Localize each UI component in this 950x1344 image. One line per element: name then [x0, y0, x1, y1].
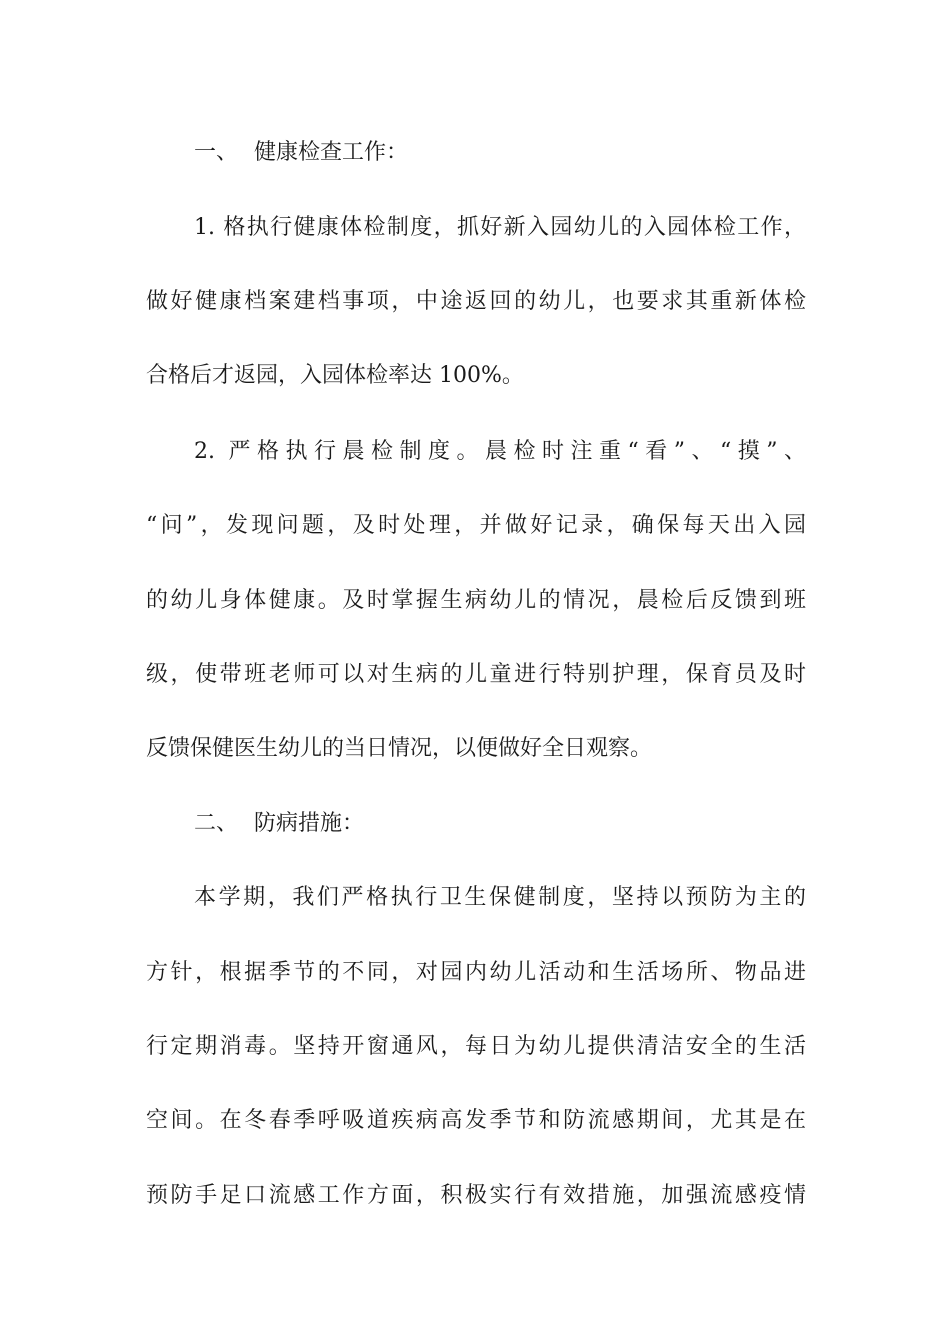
paragraph-line: 行定期消毒。坚持开窗通风，每日为幼儿提供清洁安全的生活: [146, 1034, 806, 1059]
paragraph-line: “问”，发现问题，及时处理，并做好记录，确保每天出入园: [146, 513, 806, 538]
section-2-title: 防病措施：: [254, 811, 365, 836]
paragraph-line: 反馈保健医生幼儿的当日情况，以便做好全日观察。: [146, 736, 653, 761]
section-2-number: 二、: [194, 811, 239, 836]
paragraph-line: 本学期，我们严格执行卫生保健制度，坚持以预防为主的: [194, 885, 806, 910]
paragraph-line: 1. 格执行健康体检制度，抓好新入园幼儿的入园体检工作，: [194, 215, 806, 240]
paragraph-line: 的幼儿身体健康。及时掌握生病幼儿的情况，晨检后反馈到班: [146, 588, 806, 613]
paragraph-line: 2. 严格执行晨检制度。晨检时注重“看”、“摸”、: [194, 439, 806, 464]
paragraph-line: 级，使带班老师可以对生病的儿童进行特别护理，保育员及时: [146, 662, 806, 687]
section-1-title: 健康检查工作：: [254, 140, 409, 165]
section-1-number: 一、: [194, 140, 239, 165]
paragraph-line: 做好健康档案建档事项，中途返回的幼儿，也要求其重新体检: [146, 289, 806, 314]
paragraph-line: 空间。在冬春季呼吸道疾病高发季节和防流感期间，尤其是在: [146, 1108, 806, 1133]
section-2-heading: [194, 809, 364, 839]
paragraph-line: 预防手足口流感工作方面，积极实行有效措施，加强流感疫情: [146, 1183, 806, 1208]
paragraph-line: 方针，根据季节的不同，对园内幼儿活动和生活场所、物品进: [146, 960, 806, 985]
paragraph-line: 合格后才返园，入园体检率达 100%。: [146, 363, 524, 388]
section-1-heading: [194, 138, 408, 168]
